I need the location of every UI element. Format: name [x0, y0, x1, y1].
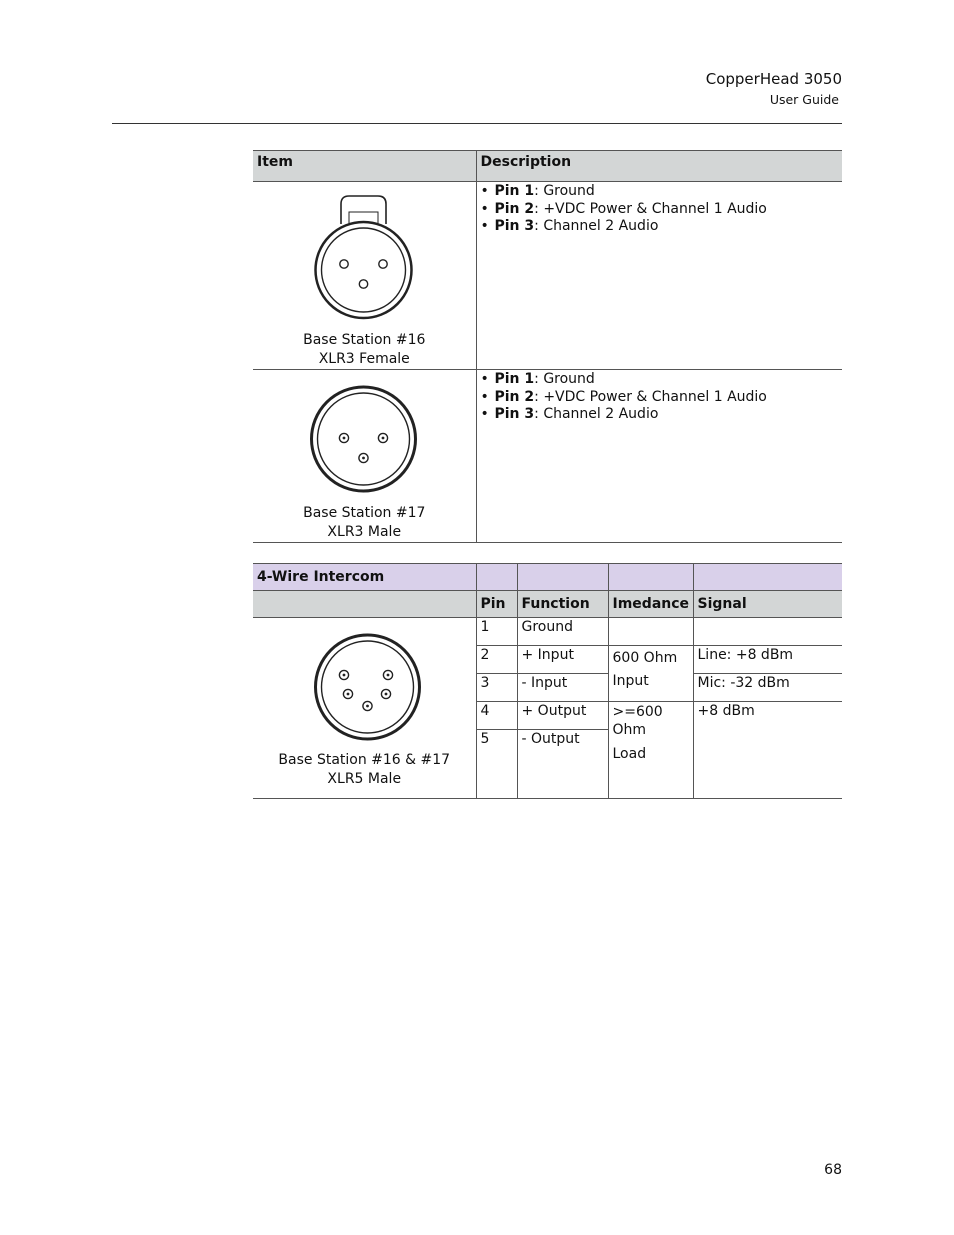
signal-cell: Mic: -32 dBm — [693, 674, 842, 702]
column-header-pin: Pin — [476, 591, 517, 618]
item-caption: Base Station #16 & #17 — [278, 752, 451, 768]
list-item: • Pin 1: Ground — [480, 183, 595, 199]
table-title-row — [253, 564, 842, 591]
header-divider — [112, 123, 842, 124]
function-cell: - Input — [517, 674, 608, 702]
table-header-row — [253, 151, 842, 182]
item-cell — [253, 182, 476, 370]
table-row — [253, 182, 842, 370]
table-title: 4-Wire Intercom — [253, 564, 476, 591]
item-caption: Base Station #16 — [303, 332, 426, 348]
xlr5-male-icon — [257, 619, 480, 747]
function-cell: + Output — [517, 702, 608, 730]
signal-cell: Line: +8 dBm — [693, 646, 842, 674]
list-item: • Pin 3: Channel 2 Audio — [480, 406, 659, 422]
intercom-pinout-table — [253, 563, 842, 799]
document-subtitle: User Guide — [769, 92, 839, 107]
table-row — [253, 370, 842, 543]
pin-cell: 5 — [476, 730, 517, 758]
pin-cell: 3 — [476, 674, 517, 702]
pin-cell: 2 — [476, 646, 517, 674]
item-caption: Base Station #17 — [303, 505, 426, 521]
description-cell — [476, 182, 842, 370]
page-number: 68 — [824, 1162, 842, 1178]
pin-cell: 1 — [476, 618, 517, 646]
description-cell — [476, 370, 842, 543]
signal-cell: +8 dBm — [693, 702, 842, 799]
impedance-cell: 600 Ohm Input — [608, 646, 693, 702]
list-item: • Pin 3: Channel 2 Audio — [480, 218, 659, 234]
impedance-cell: >=600 Ohm Load — [608, 702, 693, 799]
connector-table — [253, 150, 842, 543]
item-caption: XLR3 Female — [318, 351, 410, 367]
list-item: • Pin 2: +VDC Power & Channel 1 Audio — [480, 388, 767, 405]
item-cell — [253, 618, 476, 799]
function-cell: - Output — [517, 730, 608, 758]
column-header-item: Item — [253, 151, 476, 182]
list-item: • Pin 2: +VDC Power & Channel 1 Audio — [480, 200, 767, 217]
column-header-function: Function — [517, 591, 608, 618]
item-caption: XLR5 Male — [327, 771, 402, 787]
document-title: CopperHead 3050 — [705, 70, 842, 88]
column-header-impedance: Imedance — [608, 591, 693, 618]
table-header-row — [253, 591, 842, 618]
xlr3-female-icon — [253, 182, 476, 327]
pin-cell: 4 — [476, 702, 517, 730]
table-row — [253, 618, 842, 646]
function-cell: Ground — [517, 618, 608, 646]
column-header-description: Description — [476, 151, 842, 182]
column-header-signal: Signal — [693, 591, 842, 618]
function-cell: + Input — [517, 646, 608, 674]
item-caption: XLR3 Male — [327, 524, 402, 540]
xlr3-male-icon — [253, 370, 476, 500]
item-cell — [253, 370, 476, 543]
list-item: • Pin 1: Ground — [480, 371, 595, 387]
